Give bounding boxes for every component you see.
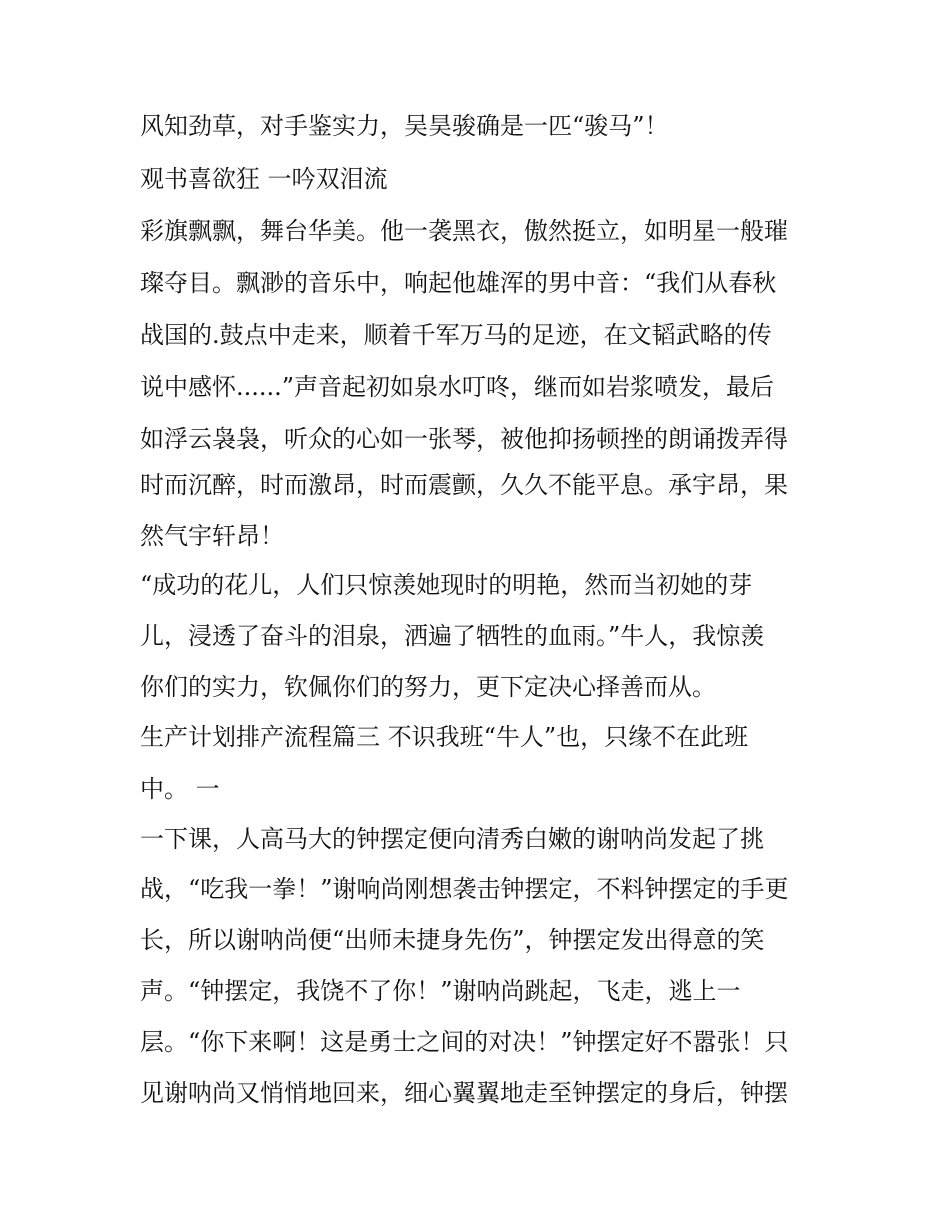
text-line: 战国的.鼓点中走来，顺着千军万马的足迹，在文韬武略的传 [140, 321, 772, 349]
text-line: 你们的实力，钦佩你们的努力，更下定决心择善而从。 [140, 673, 716, 701]
text-line: 风知劲草，对手鉴实力，吴昊骏确是一匹“骏马”！ [140, 112, 669, 140]
text-line: 中。 一 [140, 775, 220, 803]
text-line: 彩旗飘飘，舞台华美。他一袭黑衣，傲然挺立，如明星一般璀 [140, 217, 788, 245]
text-line: 见谢呐尚又悄悄地回来，细心翼翼地走至钟摆定的身后，钟摆 [140, 1079, 788, 1107]
text-line: 长，所以谢呐尚便“出师未捷身先伤”，钟摆定发出得意的笑 [140, 926, 765, 954]
text-line: 声。“钟摆定，我饶不了你！”谢呐尚跳起，飞走，逃上一 [140, 977, 741, 1005]
text-line: 如浮云袅袅，听众的心如一张琴，被他抑扬顿挫的朗诵拨弄得 [140, 425, 788, 453]
section-heading: 观书喜欲狂 一吟双泪流 [140, 165, 388, 193]
text-line: 时而沉醉，时而激昂，时而震颤，久久不能平息。承宇昂，果 [140, 471, 788, 499]
section-heading: 生产计划排产流程篇三 不识我班“牛人”也，只缘不在此班 [140, 723, 749, 751]
text-line: 战，“吃我一拳！”谢响尚刚想袭击钟摆定，不料钟摆定的手更 [140, 875, 789, 903]
text-line: 然气宇轩昂！ [140, 522, 284, 550]
text-line: 层。“你下来啊！这是勇士之间的对决！”钟摆定好不嚣张！只 [140, 1028, 789, 1056]
text-line: 璨夺目。飘渺的音乐中，响起他雄浑的男中音：“我们从春秋 [140, 269, 777, 297]
text-line: 一下课，人高马大的钟摆定便向清秀白嫩的谢呐尚发起了挑 [140, 825, 764, 853]
text-line: 说中感怀......”声音起初如泉水叮咚，继而如岩浆喷发，最后 [140, 373, 775, 401]
text-line: “成功的花儿，人们只惊羡她现时的明艳，然而当初她的芽 [140, 571, 753, 599]
text-line: 儿，浸透了奋斗的泪泉，洒遍了牺牲的血雨。”牛人，我惊羡 [140, 622, 765, 650]
